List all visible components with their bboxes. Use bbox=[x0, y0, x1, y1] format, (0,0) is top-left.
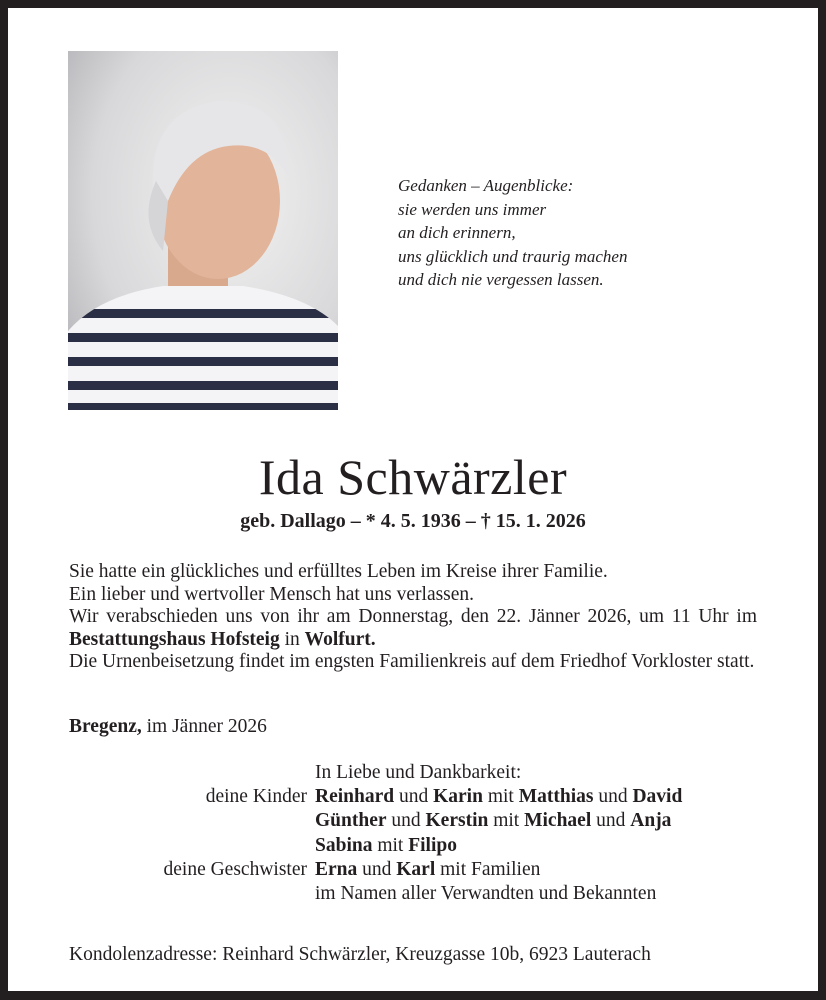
mourner-name: Kerstin bbox=[425, 810, 489, 832]
mourner-name: Günther bbox=[315, 810, 387, 832]
deceased-name: Ida Schwärzler bbox=[258, 449, 568, 505]
poem-line: an dich erinnern, bbox=[398, 223, 516, 242]
place-date bbox=[69, 716, 267, 738]
city: Bregenz, bbox=[69, 716, 142, 737]
venue: Bestattungshaus Hofsteig bbox=[69, 628, 280, 650]
text: Wir verabschieden uns von ihr am Donnerstag, den 22. Jänner 2026, um 11 Uhr im bbox=[69, 606, 757, 628]
poem-line: uns glücklich und traurig machen bbox=[398, 246, 628, 266]
connector-text: mit bbox=[372, 834, 409, 856]
mourner-name: Matthias bbox=[518, 786, 594, 808]
geschwister-label: deine Geschwister bbox=[163, 858, 307, 880]
poem-line: sie werden uns immer bbox=[398, 199, 547, 219]
burial-info: Die Urnenbeisetzung findet im engsten Familienkreis auf dem Friedhof Vorkloster statt. bbox=[69, 651, 755, 673]
poem bbox=[398, 174, 627, 292]
mourner-name: Anja bbox=[630, 810, 672, 832]
mourner-name: Karin bbox=[433, 786, 483, 808]
obituary-text bbox=[69, 561, 757, 674]
condolence-address: Kondolenzadresse: Reinhard Schwärzler, Kreuzgasse 10b, 6923 Lauterach bbox=[69, 944, 651, 965]
mourner-line bbox=[315, 809, 671, 833]
mourner-name: Karl bbox=[396, 858, 436, 880]
mourner-name: Erna bbox=[315, 858, 358, 880]
mourner-name: Filipo bbox=[408, 834, 457, 856]
date: im Jänner 2026 bbox=[141, 716, 267, 737]
mourner-name: Michael bbox=[524, 810, 592, 832]
connector-text: und bbox=[394, 786, 434, 808]
kinder-label: deine Kinder bbox=[205, 786, 307, 808]
connector-text: und bbox=[591, 810, 631, 832]
poem-line: und dich nie vergessen lassen. bbox=[398, 270, 604, 289]
connector-text: mit Familien bbox=[435, 858, 541, 880]
town: Wolfurt. bbox=[304, 628, 376, 650]
connector-text: und bbox=[386, 810, 426, 832]
closing: im Namen aller Verwandten und Bekannten bbox=[315, 883, 657, 905]
text-line: Ein lieber und wertvoller Mensch hat uns verlassen. bbox=[69, 583, 475, 605]
mourners bbox=[8, 761, 682, 906]
mourner-line bbox=[315, 785, 682, 809]
obituary-page bbox=[8, 8, 818, 991]
text: in bbox=[279, 628, 305, 650]
intro: In Liebe und Dankbarkeit: bbox=[315, 762, 522, 783]
life-dates: geb. Dallago – * 4. 5. 1936 – † 15. 1. 2026 bbox=[240, 510, 586, 532]
connector-text: und bbox=[593, 786, 633, 808]
text-line: Sie hatte ein glückliches und erfülltes Leben im Kreise ihrer Familie. bbox=[69, 561, 608, 582]
mourner-line bbox=[315, 858, 540, 882]
connector-text: mit bbox=[482, 786, 519, 808]
mourner-line bbox=[315, 834, 457, 858]
mourner-name: Sabina bbox=[315, 834, 373, 856]
connector-text: mit bbox=[488, 810, 525, 832]
poem-line: Gedanken – Augenblicke: bbox=[398, 176, 574, 195]
mourner-name: Reinhard bbox=[315, 786, 395, 808]
portrait-photo bbox=[68, 51, 338, 410]
mourner-name: David bbox=[632, 786, 683, 808]
connector-text: und bbox=[357, 858, 397, 880]
service-info bbox=[69, 606, 757, 651]
